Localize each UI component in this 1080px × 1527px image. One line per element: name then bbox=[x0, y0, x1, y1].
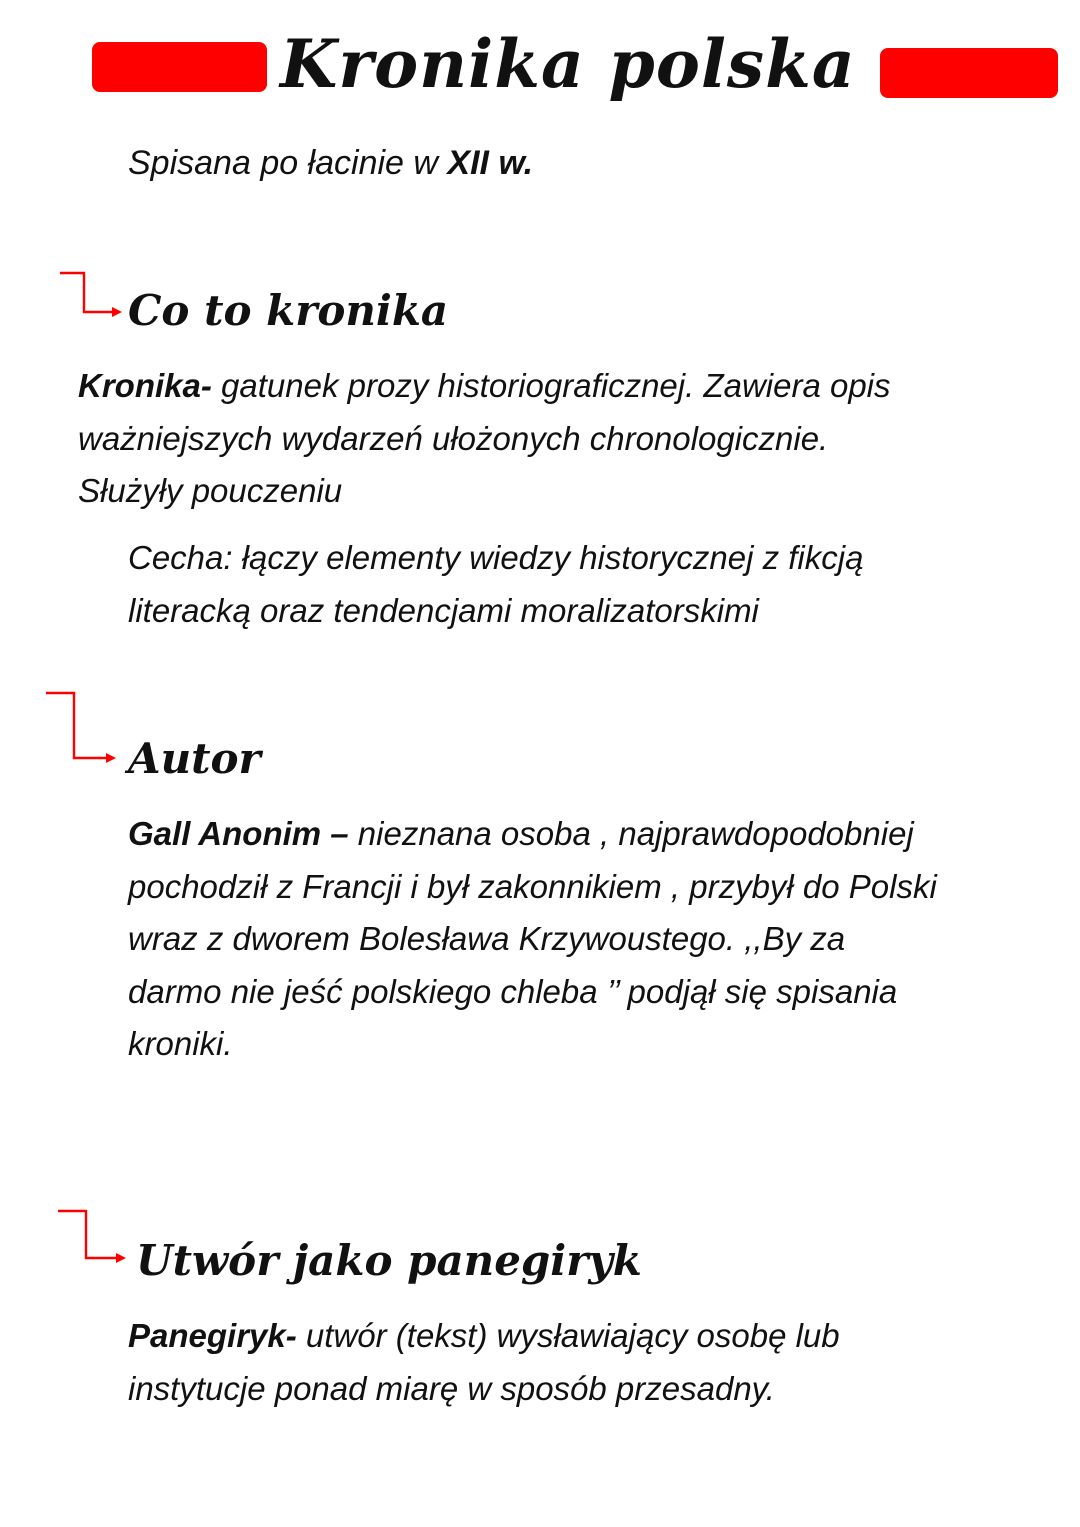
arrow-line bbox=[60, 273, 114, 312]
right-red-bar bbox=[880, 48, 1058, 98]
term-gall-anonim: Gall Anonim – bbox=[128, 815, 349, 852]
author-description bbox=[128, 808, 1048, 1071]
text-line: instytucje ponad miarę w sposób przesadny. bbox=[128, 1369, 775, 1407]
section-heading-panegiryk: Utwór jako panegiryk bbox=[136, 1236, 642, 1285]
text-line: darmo nie jeść polskiego chleba ’’ podjął się spisania bbox=[128, 972, 898, 1010]
text-line: kroniki. bbox=[128, 1025, 233, 1062]
arrow-line bbox=[46, 693, 108, 758]
text-line: Służyły pouczeniu bbox=[78, 472, 343, 509]
text-line: ważniejszych wydarzeń ułożonych chronologicznie. bbox=[78, 419, 829, 457]
page-title: Kronika polska bbox=[280, 25, 856, 103]
arrow-head bbox=[106, 753, 116, 763]
text-line: pochodził z Francji i był zakonnikiem , przybył do Polski bbox=[128, 867, 937, 905]
term-kronika: Kronika- bbox=[78, 367, 212, 404]
feature-kronika bbox=[128, 532, 1048, 637]
left-red-bar bbox=[92, 42, 267, 92]
section-arrow-icon bbox=[54, 1208, 130, 1268]
term-panegiryk: Panegiryk- bbox=[128, 1317, 297, 1354]
section-arrow-icon bbox=[42, 690, 122, 770]
arrow-head bbox=[112, 307, 122, 317]
subtitle bbox=[128, 144, 533, 183]
section-arrow-icon bbox=[56, 270, 126, 320]
text-line: nieznana osoba , najprawdopodobniej bbox=[348, 815, 914, 852]
definition-kronika bbox=[78, 360, 998, 518]
subtitle-century: XII w. bbox=[447, 144, 534, 182]
definition-panegiryk bbox=[128, 1310, 1048, 1415]
title-banner bbox=[92, 25, 1058, 108]
text-line: literacką oraz tendencjami moralizatorskimi bbox=[128, 591, 759, 629]
text-line: utwór (tekst) wysławiający osobę lub bbox=[296, 1317, 840, 1354]
section-heading-kronika: Co to kronika bbox=[128, 286, 449, 335]
subtitle-text: Spisana po łacinie w bbox=[128, 144, 448, 182]
text-line: Cecha: łączy elementy wiedzy historycznej z fikcją bbox=[128, 539, 864, 576]
section-heading-autor: Autor bbox=[128, 734, 261, 783]
arrow-head bbox=[116, 1253, 126, 1263]
text-line: wraz z dworem Bolesława Krzywoustego. ,,By za bbox=[128, 920, 846, 957]
arrow-line bbox=[58, 1211, 118, 1258]
text-line: gatunek prozy historiograficznej. Zawiera opis bbox=[211, 367, 891, 404]
